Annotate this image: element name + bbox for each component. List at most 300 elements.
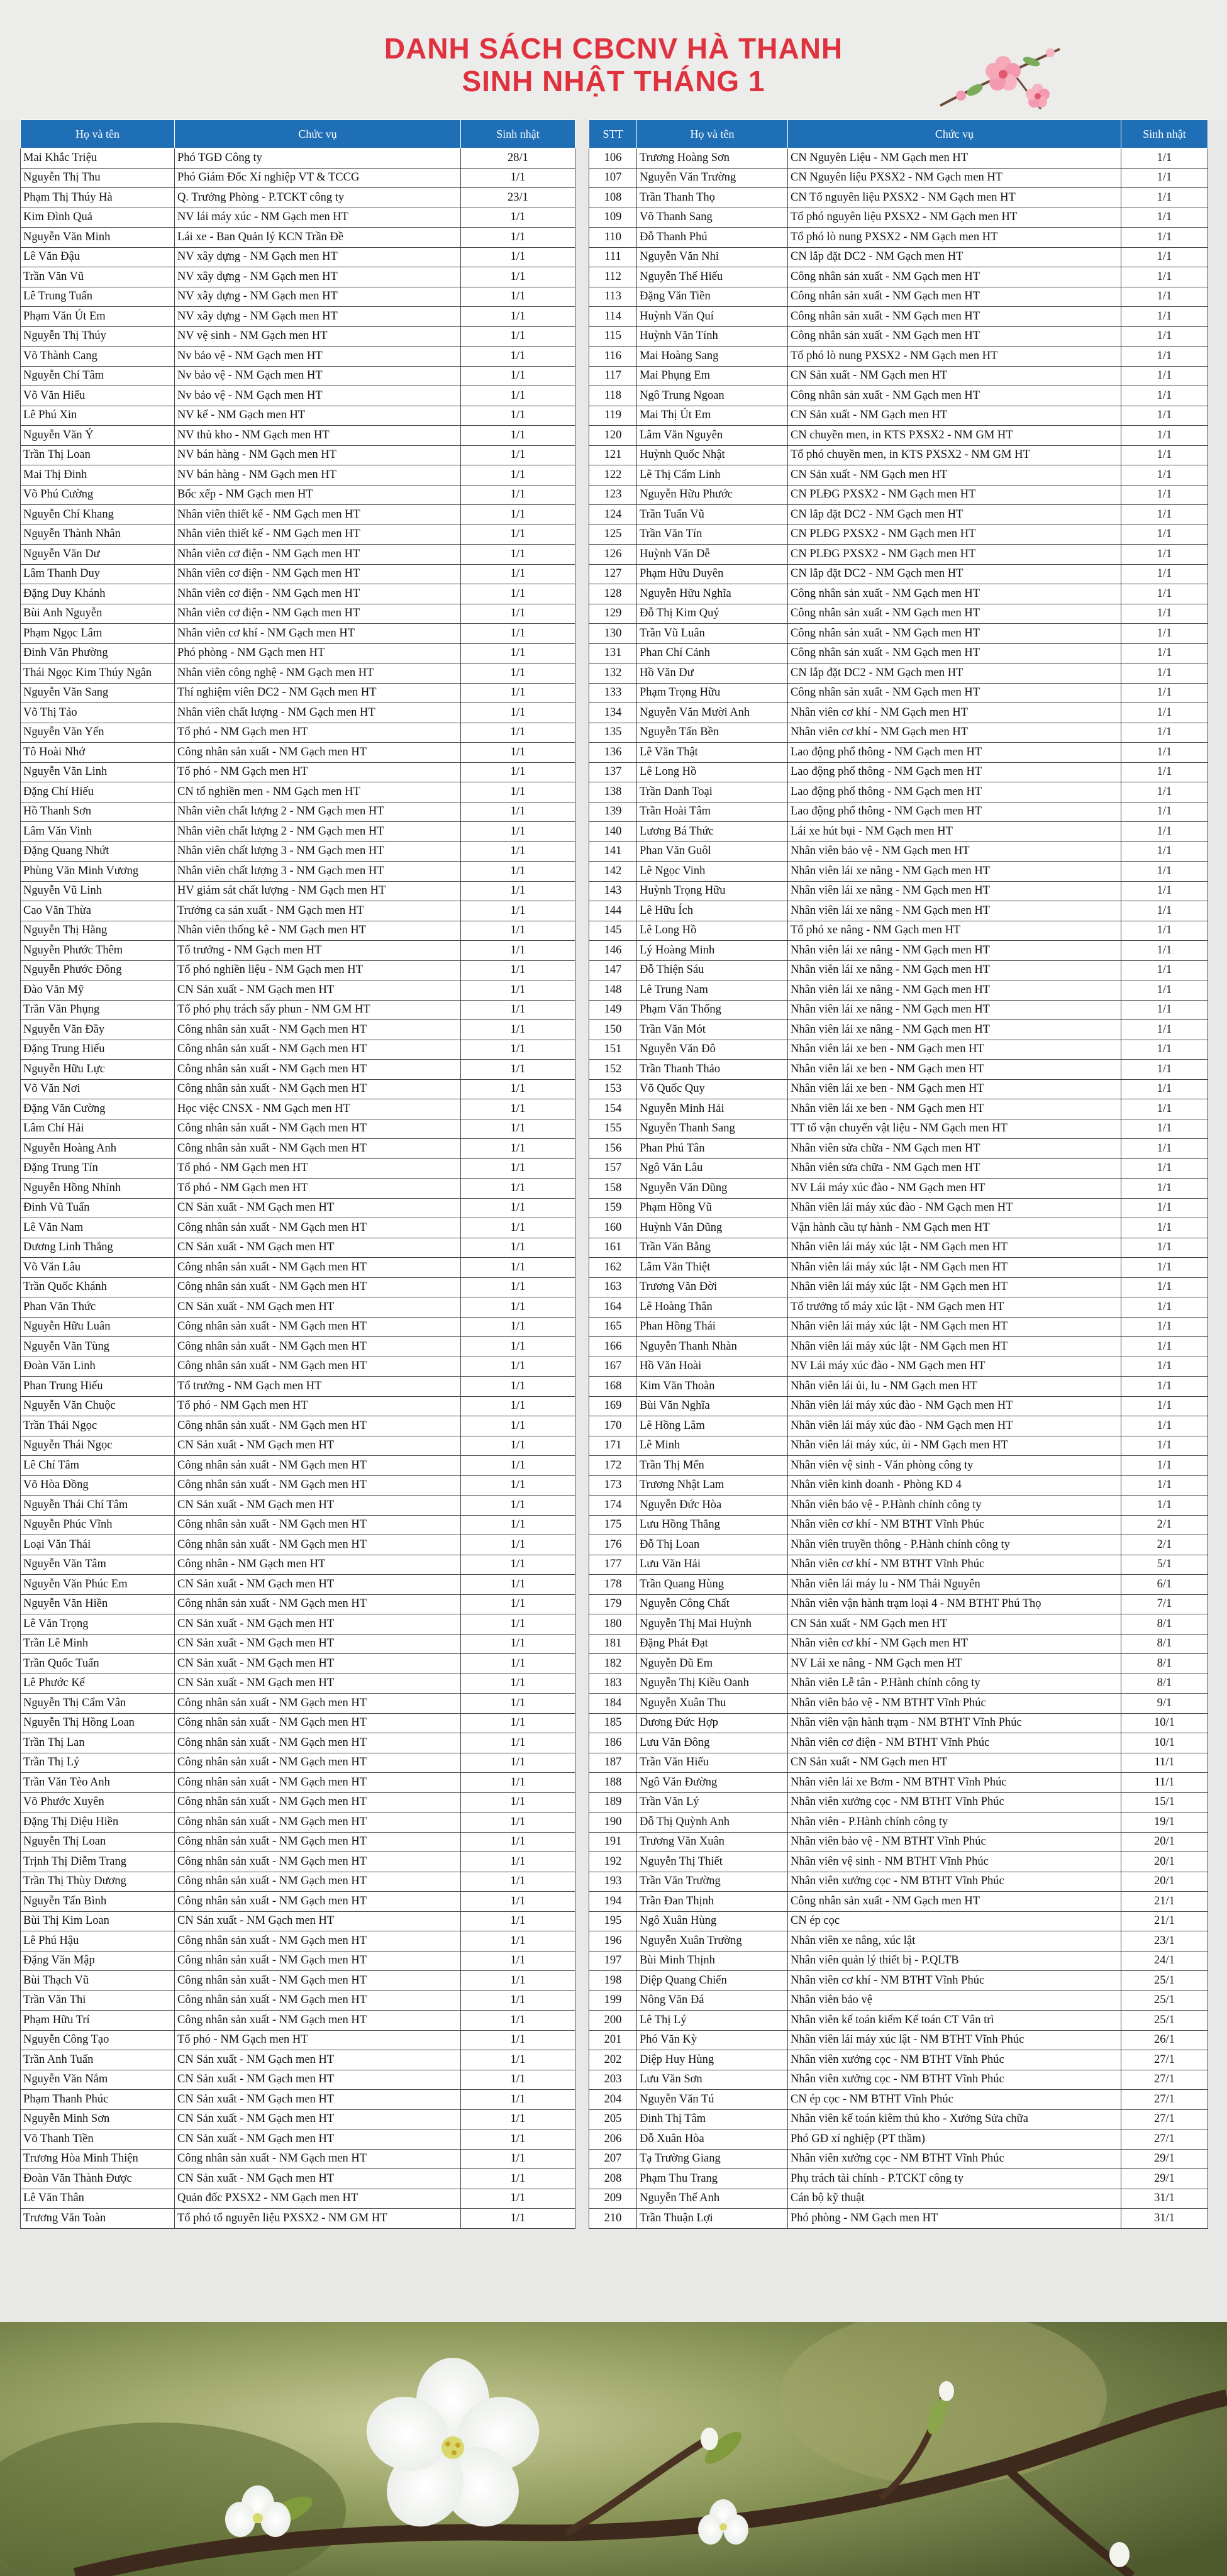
cell-birthday: 20/1 <box>1121 1832 1208 1852</box>
cell-name: Lê Trung Nam <box>637 980 788 1001</box>
table-row <box>589 1079 1208 1099</box>
cell-position: CN Sản xuất - NM Gạch men HT <box>788 406 1121 426</box>
cell-birthday: 1/1 <box>1121 406 1208 426</box>
table-row <box>589 881 1208 901</box>
cell-birthday: 1/1 <box>461 1694 575 1714</box>
table-row <box>21 1614 575 1635</box>
cell-birthday: 1/1 <box>461 1337 575 1357</box>
cell-name: Nguyễn Tấn Bình <box>21 1892 175 1912</box>
cell-position: CN PLĐG PXSX2 - NM Gạch men HT <box>788 525 1121 545</box>
cell-birthday: 1/1 <box>1121 921 1208 941</box>
table-row <box>589 1515 1208 1535</box>
table-row <box>589 1753 1208 1773</box>
cell-position: CN lắp đặt DC2 - NM Gạch men HT <box>788 663 1121 684</box>
cell-stt: 159 <box>589 1198 637 1218</box>
cell-position: Công nhân sản xuất - NM Gạch men HT <box>175 2149 461 2169</box>
cell-position: NV Lái xe nâng - NM Gạch men HT <box>788 1654 1121 1674</box>
table-row <box>21 1496 575 1516</box>
cell-birthday: 1/1 <box>461 1773 575 1793</box>
cell-position: CN lắp đặt DC2 - NM Gạch men HT <box>788 564 1121 584</box>
table-row <box>589 782 1208 802</box>
table-row <box>589 465 1208 486</box>
cell-position: Nhân viên xưởng cọc - NM BTHT Vĩnh Phúc <box>788 1872 1121 1892</box>
column-header-birthday: Sinh nhật <box>1121 120 1208 148</box>
cell-name: Huỳnh Văn Quí <box>637 307 788 327</box>
cell-position: Công nhân sản xuất - NM Gạch men HT <box>175 1733 461 1753</box>
cell-position: Nhân viên xưởng cọc - NM BTHT Vĩnh Phúc <box>788 2070 1121 2090</box>
cell-stt: 136 <box>589 743 637 763</box>
cell-name: Hồ Thanh Sơn <box>21 802 175 822</box>
cell-birthday: 1/1 <box>461 1892 575 1912</box>
cell-position: Nhân viên lái máy xúc đào - NM Gạch men HT <box>788 1416 1121 1436</box>
cell-position: Phó TGĐ Công ty <box>175 148 461 169</box>
cell-position: CN Sản xuất - NM Gạch men HT <box>175 2090 461 2110</box>
cell-name: Đặng Phát Đạt <box>637 1634 788 1654</box>
cell-name: Đinh Vũ Tuấn <box>21 1198 175 1218</box>
cell-birthday: 1/1 <box>1121 564 1208 584</box>
cell-name: Lê Văn Nam <box>21 1218 175 1238</box>
cell-stt: 171 <box>589 1436 637 1456</box>
cell-birthday: 1/1 <box>461 208 575 228</box>
table-row <box>589 2070 1208 2090</box>
cell-position: Công nhân sản xuất - NM Gạch men HT <box>175 1951 461 1971</box>
cell-birthday: 1/1 <box>1121 822 1208 842</box>
cell-name: Nguyễn Công Tạo <box>21 2030 175 2050</box>
cell-position: NV Lái máy xúc đào - NM Gạch men HT <box>788 1179 1121 1199</box>
cell-birthday: 1/1 <box>1121 980 1208 1001</box>
table-row <box>589 1179 1208 1199</box>
cell-stt: 197 <box>589 1951 637 1971</box>
cell-name: Đặng Thị Diệu Hiền <box>21 1813 175 1833</box>
cell-stt: 187 <box>589 1753 637 1773</box>
cell-birthday: 25/1 <box>1121 1971 1208 1991</box>
table-row <box>21 1733 575 1753</box>
cell-stt: 191 <box>589 1832 637 1852</box>
cell-birthday: 1/1 <box>461 1575 575 1595</box>
cell-position: Công nhân sản xuất - NM Gạch men HT <box>788 326 1121 347</box>
cell-position: Tổ phó nguyên liệu PXSX2 - NM Gạch men HT <box>788 208 1121 228</box>
table-row <box>21 1892 575 1912</box>
cell-position: Lái xe hút bụi - NM Gạch men HT <box>788 822 1121 842</box>
table-row <box>589 901 1208 921</box>
cell-birthday: 1/1 <box>1121 941 1208 961</box>
cell-position: CN Sản xuất - NM Gạch men HT <box>175 1575 461 1595</box>
cell-position: Công nhân sản xuất - NM Gạch men HT <box>175 1060 461 1080</box>
cell-position: Nhân viên kế toán kiêm thủ kho - Xưởng Sửa chữa <box>788 2109 1121 2129</box>
table-row <box>589 2129 1208 2150</box>
table-row <box>21 1555 575 1575</box>
page-subtitle: SINH NHẬT THÁNG 1 <box>462 65 765 97</box>
cell-birthday: 1/1 <box>1121 148 1208 169</box>
page-title: DANH SÁCH CBCNV HÀ THANH <box>384 32 843 65</box>
cell-name: Nguyễn Thị Hằng <box>21 921 175 941</box>
cell-birthday: 1/1 <box>1121 485 1208 505</box>
cell-position: Công nhân sản xuất - NM Gạch men HT <box>175 1892 461 1912</box>
cell-position: Công nhân sản xuất - NM Gạch men HT <box>175 1475 461 1496</box>
cell-birthday: 27/1 <box>1121 2129 1208 2150</box>
cell-birthday: 23/1 <box>461 188 575 208</box>
cell-stt: 193 <box>589 1872 637 1892</box>
cell-birthday: 1/1 <box>1121 445 1208 465</box>
cell-name: Nguyễn Văn Trường <box>637 168 788 188</box>
cell-position: Lao động phổ thông - NM Gạch men HT <box>788 743 1121 763</box>
cell-name: Nguyễn Văn Minh <box>21 228 175 248</box>
table-row <box>589 1773 1208 1793</box>
cell-birthday: 24/1 <box>1121 1951 1208 1971</box>
cell-name: Đinh Thị Tâm <box>637 2109 788 2129</box>
cell-birthday: 1/1 <box>1121 426 1208 446</box>
cell-position: Nhân viên chất lượng 3 - NM Gạch men HT <box>175 862 461 882</box>
cell-position: Nhân viên lái xe nâng - NM Gạch men HT <box>788 1000 1121 1020</box>
table-row <box>589 1832 1208 1852</box>
cell-birthday: 1/1 <box>461 386 575 406</box>
table-row <box>21 1575 575 1595</box>
cell-birthday: 1/1 <box>1121 465 1208 486</box>
cell-name: Võ Văn Nơi <box>21 1079 175 1099</box>
table-row <box>589 1614 1208 1635</box>
cell-stt: 201 <box>589 2030 637 2050</box>
cell-birthday: 1/1 <box>1121 1357 1208 1377</box>
cell-stt: 121 <box>589 445 637 465</box>
table-row <box>21 1674 575 1694</box>
cell-birthday: 1/1 <box>1121 1475 1208 1496</box>
table-row <box>21 1099 575 1119</box>
cell-birthday: 1/1 <box>461 2090 575 2110</box>
cell-birthday: 1/1 <box>461 2070 575 2090</box>
cell-name: Nguyễn Văn Nhi <box>637 247 788 267</box>
cell-stt: 152 <box>589 1060 637 1080</box>
column-header-name: Họ và tên <box>21 120 175 148</box>
cell-stt: 162 <box>589 1258 637 1278</box>
table-row <box>589 941 1208 961</box>
cell-name: Võ Thanh Sang <box>637 208 788 228</box>
cell-birthday: 1/1 <box>1121 683 1208 703</box>
table-row <box>21 1277 575 1297</box>
cell-name: Trần Thuận Lợi <box>637 2209 788 2229</box>
table-row <box>589 1535 1208 1555</box>
cell-position: CN Sản xuất - NM Gạch men HT <box>175 1198 461 1218</box>
cell-name: Trần Thị Lý <box>21 1753 175 1773</box>
cell-name: Phạm Hữu Duyên <box>637 564 788 584</box>
cell-birthday: 1/1 <box>461 307 575 327</box>
table-row <box>589 1416 1208 1436</box>
table-row <box>21 1515 575 1535</box>
cell-name: Trần Quốc Tuấn <box>21 1654 175 1674</box>
cell-name: Đinh Văn Phường <box>21 643 175 663</box>
cell-position: Nhân viên bảo vệ - P.Hành chính công ty <box>788 1496 1121 1516</box>
cell-birthday: 1/1 <box>1121 1198 1208 1218</box>
cell-position: HV giám sát chất lượng - NM Gạch men HT <box>175 881 461 901</box>
table-row <box>21 1060 575 1080</box>
cell-position: Tổ phó lò nung PXSX2 - NM Gạch men HT <box>788 347 1121 367</box>
cell-stt: 143 <box>589 881 637 901</box>
cell-name: Mai Hoàng Sang <box>637 347 788 367</box>
cell-stt: 189 <box>589 1792 637 1813</box>
cell-birthday: 1/1 <box>461 287 575 307</box>
cell-name: Nguyễn Hồng Nhỉnh <box>21 1179 175 1199</box>
cell-name: Lê Văn Thân <box>21 2189 175 2209</box>
cell-name: Lê Thị Cẩm Linh <box>637 465 788 486</box>
cell-name: Võ Văn Lâu <box>21 1258 175 1278</box>
cell-stt: 149 <box>589 1000 637 1020</box>
cell-name: Nguyễn Dũ Em <box>637 1654 788 1674</box>
cell-birthday: 1/1 <box>1121 1079 1208 1099</box>
cell-stt: 195 <box>589 1911 637 1931</box>
cell-birthday: 8/1 <box>1121 1654 1208 1674</box>
table-row <box>21 1713 575 1733</box>
cell-name: Loại Văn Thái <box>21 1535 175 1555</box>
cell-birthday: 1/1 <box>1121 1317 1208 1337</box>
cell-stt: 107 <box>589 168 637 188</box>
table-row <box>21 941 575 961</box>
cell-position: Nhân viên chất lượng - NM Gạch men HT <box>175 703 461 723</box>
cell-birthday: 1/1 <box>461 1951 575 1971</box>
cell-stt: 180 <box>589 1614 637 1635</box>
cell-stt: 114 <box>589 307 637 327</box>
table-row <box>589 604 1208 624</box>
cell-name: Đỗ Thị Loan <box>637 1535 788 1555</box>
cell-name: Diệp Huy Hùng <box>637 2050 788 2070</box>
table-row <box>589 228 1208 248</box>
cell-birthday: 1/1 <box>1121 1416 1208 1436</box>
cell-birthday: 1/1 <box>1121 267 1208 287</box>
cell-position: CN lắp đặt DC2 - NM Gạch men HT <box>788 247 1121 267</box>
cell-birthday: 8/1 <box>1121 1674 1208 1694</box>
cell-name: Nguyễn Xuân Trường <box>637 1931 788 1951</box>
cell-position: Công nhân sản xuất - NM Gạch men HT <box>175 1416 461 1436</box>
cell-position: Nhân viên lái xe nâng - NM Gạch men HT <box>788 960 1121 980</box>
table-row <box>21 960 575 980</box>
cell-name: Huỳnh Văn Dũng <box>637 1218 788 1238</box>
cell-birthday: 1/1 <box>461 228 575 248</box>
cell-position: Công nhân sản xuất - NM Gạch men HT <box>175 1535 461 1555</box>
cell-birthday: 1/1 <box>461 1060 575 1080</box>
cell-name: Hồ Văn Hoài <box>637 1357 788 1377</box>
cell-birthday: 1/1 <box>1121 1277 1208 1297</box>
table-row <box>21 1357 575 1377</box>
cell-name: Đặng Trung Hiếu <box>21 1040 175 1060</box>
cell-name: Lâm Văn Nguyên <box>637 426 788 446</box>
cell-position: CN Sản xuất - NM Gạch men HT <box>175 1634 461 1654</box>
cell-position: Tổ trưởng tổ máy xúc lật - NM Gạch men HT <box>788 1297 1121 1318</box>
cell-birthday: 1/1 <box>461 1099 575 1119</box>
cell-name: Đỗ Thiện Sáu <box>637 960 788 980</box>
cell-stt: 116 <box>589 347 637 367</box>
cell-birthday: 1/1 <box>1121 1396 1208 1416</box>
cell-birthday: 1/1 <box>1121 1436 1208 1456</box>
cell-name: Phùng Văn Minh Vương <box>21 862 175 882</box>
table-row <box>21 1475 575 1496</box>
cell-name: Nguyễn Phúc Vĩnh <box>21 1515 175 1535</box>
cell-birthday: 1/1 <box>1121 1040 1208 1060</box>
cell-position: CN ép cọc <box>788 1911 1121 1931</box>
cell-position: Nhân viên lái máy xúc lật - NM Gạch men HT <box>788 1258 1121 1278</box>
cell-position: CN Sản xuất - NM Gạch men HT <box>175 2050 461 2070</box>
cell-position: Nhân viên cơ khí - NM BTHT Vĩnh Phúc <box>788 1555 1121 1575</box>
cell-birthday: 21/1 <box>1121 1911 1208 1931</box>
cell-stt: 137 <box>589 762 637 782</box>
cell-name: Nguyễn Thanh Nhàn <box>637 1337 788 1357</box>
cell-birthday: 21/1 <box>1121 1892 1208 1912</box>
table-row <box>589 386 1208 406</box>
table-row <box>21 2030 575 2050</box>
cell-birthday: 1/1 <box>1121 584 1208 604</box>
cell-position: Công nhân sản xuất - NM Gạch men HT <box>788 604 1121 624</box>
cell-birthday: 1/1 <box>461 1931 575 1951</box>
table-row <box>589 921 1208 941</box>
cell-position: Nhân viên thiết kế - NM Gạch men HT <box>175 505 461 525</box>
cell-stt: 185 <box>589 1713 637 1733</box>
cell-stt: 203 <box>589 2070 637 2090</box>
cell-name: Phạm Hồng Vũ <box>637 1198 788 1218</box>
cell-position: Q. Trưởng Phòng - P.TCKT công ty <box>175 188 461 208</box>
cell-position: Tổ phó - NM Gạch men HT <box>175 762 461 782</box>
cell-position: Nhân viên lái xe nâng - NM Gạch men HT <box>788 941 1121 961</box>
cell-stt: 194 <box>589 1892 637 1912</box>
cell-position: Nhân viên lái xe nâng - NM Gạch men HT <box>788 881 1121 901</box>
cell-position: Tổ phó nghiền liệu - NM Gạch men HT <box>175 960 461 980</box>
cell-stt: 208 <box>589 2169 637 2189</box>
cell-birthday: 1/1 <box>461 1198 575 1218</box>
table-row <box>589 980 1208 1001</box>
cell-name: Nguyễn Hữu Lực <box>21 1060 175 1080</box>
cell-stt: 200 <box>589 2011 637 2031</box>
table-row <box>21 1832 575 1852</box>
cell-birthday: 7/1 <box>1121 1594 1208 1614</box>
cell-position: Nhân viên lái máy xúc, ủi - NM Gạch men HT <box>788 1436 1121 1456</box>
cell-name: Nguyễn Phước Thêm <box>21 941 175 961</box>
cell-position: CN Sản xuất - NM Gạch men HT <box>175 2169 461 2189</box>
cell-position: Công nhân sản xuất - NM Gạch men HT <box>788 1892 1121 1912</box>
cell-birthday: 1/1 <box>461 862 575 882</box>
cell-name: Nguyễn Thanh Sang <box>637 1119 788 1139</box>
cell-stt: 127 <box>589 564 637 584</box>
table-row <box>589 643 1208 663</box>
cell-name: Trần Lê Minh <box>21 1634 175 1654</box>
table-row <box>21 2169 575 2189</box>
column-header-position: Chức vụ <box>175 120 461 148</box>
cell-position: CN Tổ nguyên liệu PXSX2 - NM Gạch men HT <box>788 188 1121 208</box>
table-row <box>21 2050 575 2070</box>
cell-name: Dương Linh Thắng <box>21 1238 175 1258</box>
cell-birthday: 1/1 <box>1121 862 1208 882</box>
cell-name: Phạm Thanh Phúc <box>21 2090 175 2110</box>
table-row <box>21 1594 575 1614</box>
cell-name: Nguyễn Hữu Nghĩa <box>637 584 788 604</box>
cell-name: Lê Phước Kế <box>21 1674 175 1694</box>
cell-stt: 160 <box>589 1218 637 1238</box>
table-row <box>21 1218 575 1238</box>
cell-birthday: 1/1 <box>461 921 575 941</box>
cell-name: Nguyễn Văn Nắm <box>21 2070 175 2090</box>
cell-birthday: 2/1 <box>1121 1515 1208 1535</box>
cell-birthday: 1/1 <box>461 525 575 545</box>
cell-position: Nhân viên lái xe nâng - NM Gạch men HT <box>788 901 1121 921</box>
cell-birthday: 1/1 <box>1121 326 1208 347</box>
table-row <box>589 1337 1208 1357</box>
cell-name: Nguyễn Đức Hòa <box>637 1496 788 1516</box>
cell-name: Mai Phụng Em <box>637 366 788 386</box>
table-row <box>21 1040 575 1060</box>
table-row <box>21 287 575 307</box>
cell-name: Nguyễn Thị Thu <box>21 168 175 188</box>
cell-name: Nguyễn Thế Hiếu <box>637 267 788 287</box>
cell-name: Đặng Duy Khánh <box>21 584 175 604</box>
cell-birthday: 1/1 <box>461 1456 575 1476</box>
table-row <box>21 267 575 287</box>
column-header-name: Họ và tên <box>637 120 788 148</box>
cell-birthday: 1/1 <box>461 2189 575 2209</box>
cell-name: Bùi Thị Kim Loan <box>21 1911 175 1931</box>
cell-name: Trần Hoài Tâm <box>637 802 788 822</box>
cell-name: Phan Trung Hiếu <box>21 1377 175 1397</box>
cell-position: CN Sản xuất - NM Gạch men HT <box>175 980 461 1001</box>
cell-name: Dương Đức Hợp <box>637 1713 788 1733</box>
cell-birthday: 1/1 <box>461 822 575 842</box>
table-row <box>21 663 575 684</box>
table-row <box>589 683 1208 703</box>
cell-name: Lưu Văn Đông <box>637 1733 788 1753</box>
cell-position: NV Lái máy xúc đào - NM Gạch men HT <box>788 1357 1121 1377</box>
table-row <box>21 1396 575 1416</box>
cell-name: Nông Văn Đá <box>637 1990 788 2011</box>
cell-name: Võ Thị Tảo <box>21 703 175 723</box>
table-row <box>589 1456 1208 1476</box>
cell-name: Nguyễn Văn Dũng <box>637 1179 788 1199</box>
table-row <box>589 624 1208 644</box>
cell-name: Lâm Thanh Duy <box>21 564 175 584</box>
cell-stt: 139 <box>589 802 637 822</box>
cell-position: CN Sản xuất - NM Gạch men HT <box>175 1911 461 1931</box>
cell-position: Công nhân sản xuất - NM Gạch men HT <box>788 683 1121 703</box>
cell-stt: 109 <box>589 208 637 228</box>
cell-birthday: 1/1 <box>461 1813 575 1833</box>
table-row <box>589 1911 1208 1931</box>
cell-birthday: 31/1 <box>1121 2189 1208 2209</box>
birthday-table-right <box>589 119 1208 2229</box>
cell-birthday: 1/1 <box>461 1911 575 1931</box>
cell-name: Nguyễn Chí Tâm <box>21 366 175 386</box>
cell-position: Công nhân sản xuất - NM Gạch men HT <box>175 1792 461 1813</box>
cell-position: Công nhân sản xuất - NM Gạch men HT <box>175 1218 461 1238</box>
cell-name: Mai Khắc Triệu <box>21 148 175 169</box>
cell-position: CN Sản xuất - NM Gạch men HT <box>788 465 1121 486</box>
cell-name: Phạm Thu Trang <box>637 2169 788 2189</box>
table-row <box>589 1713 1208 1733</box>
cell-birthday: 1/1 <box>1121 1000 1208 1020</box>
cell-name: Trần Quốc Khánh <box>21 1277 175 1297</box>
table-row <box>21 1990 575 2011</box>
cell-name: Trần Văn Phụng <box>21 1000 175 1020</box>
cell-position: CN Sản xuất - NM Gạch men HT <box>175 1297 461 1318</box>
cell-name: Trần Văn Mót <box>637 1020 788 1040</box>
cell-position: Công nhân sản xuất - NM Gạch men HT <box>175 1713 461 1733</box>
cell-birthday: 1/1 <box>461 326 575 347</box>
cell-position: NV bán hàng - NM Gạch men HT <box>175 465 461 486</box>
cell-name: Phạm Hữu Trí <box>21 2011 175 2031</box>
table-row <box>21 1654 575 1674</box>
cell-name: Lê Long Hồ <box>637 762 788 782</box>
cell-name: Nguyễn Văn Sang <box>21 683 175 703</box>
cell-birthday: 1/1 <box>461 2149 575 2169</box>
cell-name: Lê Long Hồ <box>637 921 788 941</box>
cell-position: Công nhân sản xuất - NM Gạch men HT <box>175 1119 461 1139</box>
cell-birthday: 1/1 <box>461 703 575 723</box>
cell-name: Nguyễn Thị Cẩm Vân <box>21 1694 175 1714</box>
cell-position: Phó phòng - NM Gạch men HT <box>175 643 461 663</box>
cell-stt: 125 <box>589 525 637 545</box>
table-row <box>589 2169 1208 2189</box>
